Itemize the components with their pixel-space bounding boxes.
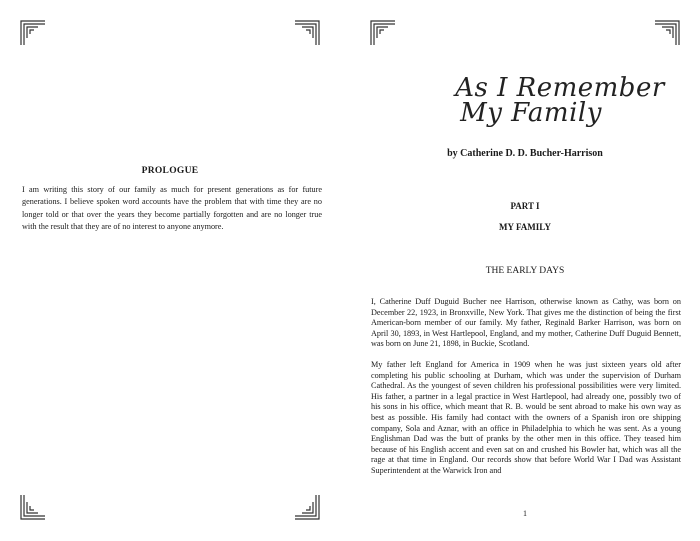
section-title: THE EARLY DAYS (485, 266, 565, 276)
corner-ornament-icon (294, 494, 320, 520)
corner-ornament-icon (654, 20, 680, 46)
corner-ornament-icon (20, 20, 46, 46)
chapter-body (371, 297, 681, 487)
corner-ornament-icon (20, 494, 46, 520)
part-title: MY FAMILY (499, 222, 551, 232)
page-number: 1 (523, 509, 527, 518)
right-page (350, 0, 700, 541)
author-byline: by Catherine D. D. Bucher-Harrison (447, 148, 603, 159)
prologue-heading: PROLOGUE (141, 166, 199, 176)
part-number: PART I (510, 201, 540, 211)
title-line: My Family (460, 98, 602, 128)
body-paragraph: My father left England for America in 1909 when he was just sixteen years old after completing his public schooling at Durham, which was under the supervision of Durham Cathedral. As the youngest of seven children his professional possibilities were very limited. His father, a partner in a legal practice in West Hartlepool, had already one, possibly two of his sons in his office, which meant that R. B. would be sent abroad to make his own way as best as possible. His family had contact with the owners of a Spanish iron ore shipping company, Sola and Aznar, with an office in Philadelphia to which he was sent. As a young Englishman Dad was the butt of pranks by the other men in this office. They teased him because of his English accent and even sat on and crushed his Bowler hat, which was all the rage at that time in England. Our records show that before World War I Dad was Assistant Superintendent at the Warwick Iron and (371, 359, 681, 475)
left-page (0, 0, 340, 541)
corner-ornament-icon (294, 20, 320, 46)
body-paragraph: I, Catherine Duff Duguid Bucher nee Harrison, otherwise known as Cathy, was born on December 22, 1923, in Bronxville, New York. That gives me the distinction of being the first American-born member of our family. My father, Reginald Barker Harrison, was born on April 30, 1893, in West Hartlepool, England, and my mother, Catherine Duff Duguid Bennett, was born on June 21, 1898, in Buckie, Scotland. (371, 297, 681, 349)
corner-ornament-icon (370, 20, 396, 46)
book-title (350, 73, 700, 128)
prologue-paragraph: I am writing this story of our family as much for present generations as for future generations. I believe spoken word accounts have the problem that with time they are no longer told or that over the years they become partially forgotten and are no longer true with the result that they are of no interest to anyone anymore. (22, 185, 322, 232)
title-line: As I Remember (455, 73, 665, 103)
